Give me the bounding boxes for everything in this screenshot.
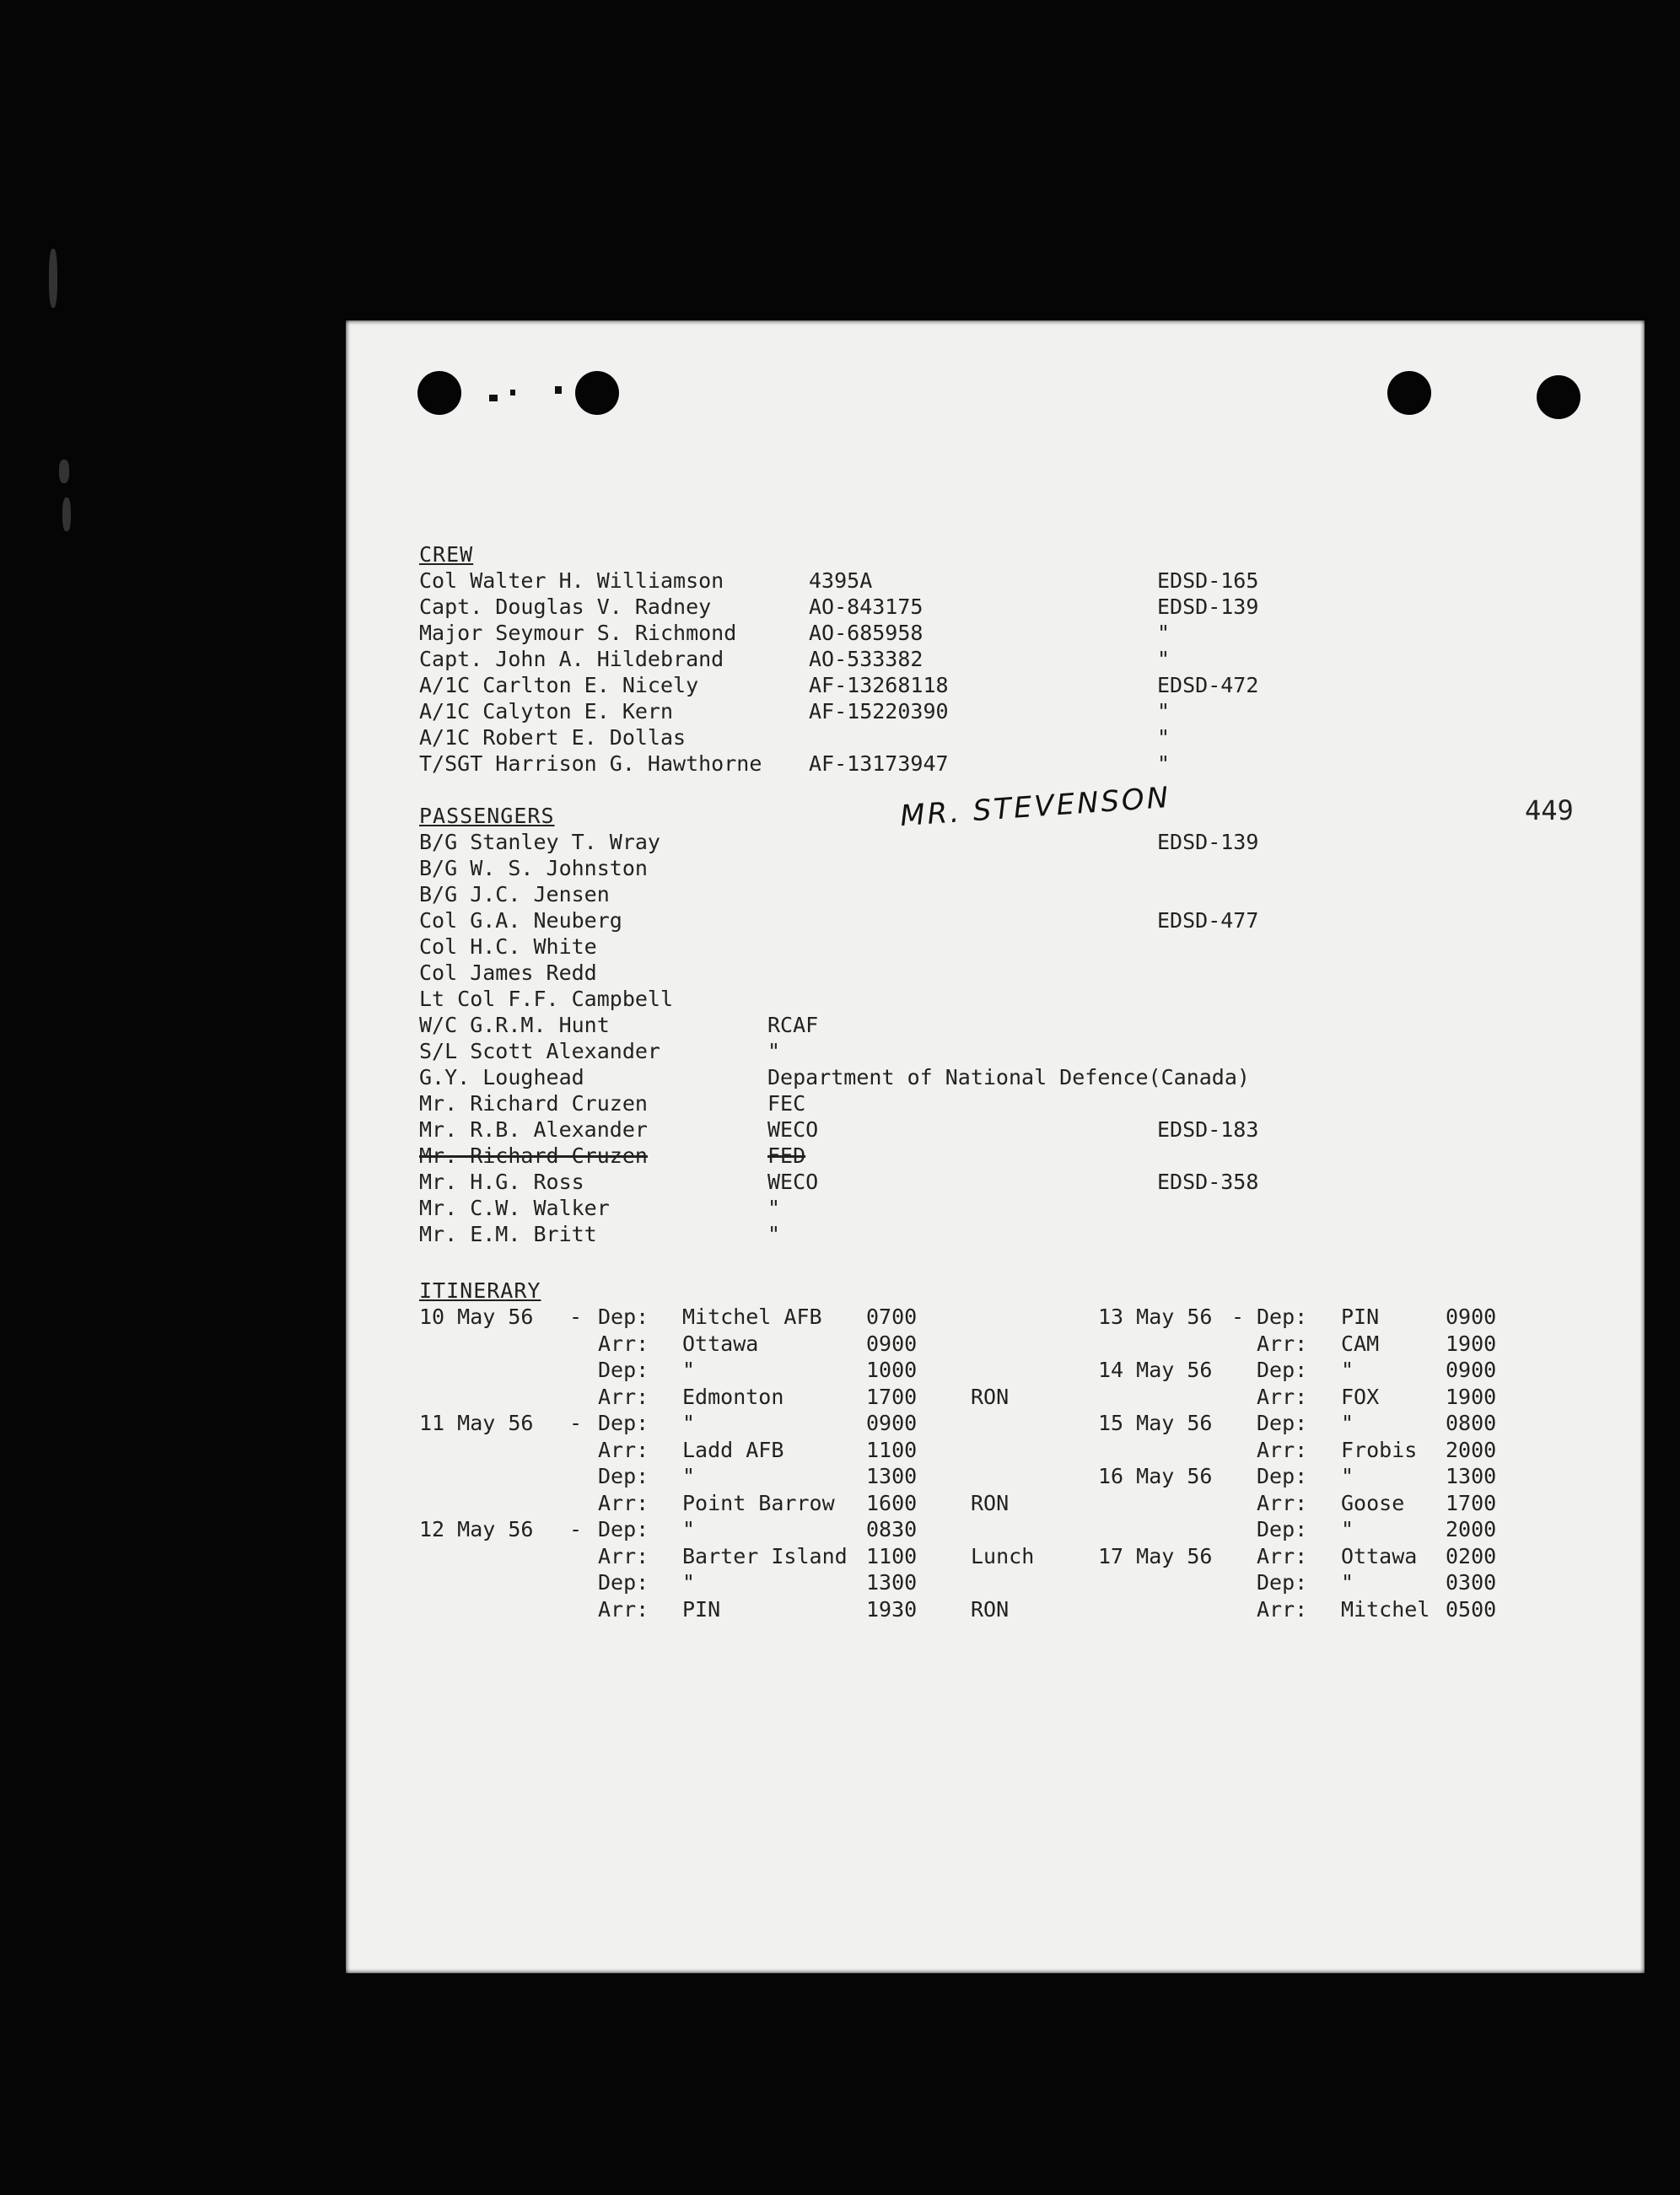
passenger-row <box>419 858 1600 884</box>
crew-name: Capt. Douglas V. Radney <box>419 594 712 619</box>
scan-artifact <box>59 460 69 483</box>
passenger-row <box>419 1014 1600 1041</box>
passenger-code: EDSD-358 <box>1157 1170 1259 1194</box>
itinerary-row <box>419 1359 1026 1385</box>
punch-hole <box>417 371 461 415</box>
itinerary-type: Dep: <box>598 1464 649 1488</box>
itinerary-place: Frobis <box>1341 1437 1418 1462</box>
itinerary-type: Arr: <box>1257 1596 1308 1622</box>
passenger-organization: " <box>767 1222 781 1246</box>
crew-serial: AO-843175 <box>809 594 923 619</box>
itinerary-heading: ITINERARY <box>419 1278 541 1303</box>
passenger-code: EDSD-183 <box>1157 1117 1259 1142</box>
crew-row <box>419 701 1600 727</box>
itinerary-place: Goose <box>1341 1490 1405 1515</box>
passenger-row <box>419 1171 1600 1197</box>
itinerary-place: Edmonton <box>682 1384 784 1409</box>
itinerary-date: 13 May 56 <box>1098 1305 1213 1329</box>
punch-hole <box>1537 375 1580 419</box>
itinerary-time: 0900 <box>1446 1358 1497 1382</box>
passenger-name: B/G J.C. Jensen <box>419 882 610 907</box>
itinerary-place: Mitchel <box>1341 1596 1430 1622</box>
crew-serial: AO-533382 <box>809 647 923 671</box>
punch-hole <box>575 371 619 415</box>
passenger-organization: FEC <box>767 1091 806 1116</box>
itinerary-time: 1300 <box>866 1570 918 1595</box>
crew-serial: AF-13268118 <box>809 673 949 697</box>
crew-row <box>419 648 1600 675</box>
itinerary-time: 1700 <box>866 1384 918 1409</box>
scan-artifact <box>49 249 57 308</box>
itinerary-row <box>419 1412 1026 1439</box>
itinerary-type: Dep: <box>598 1570 649 1595</box>
itinerary-time: 0900 <box>866 1411 918 1435</box>
scan-artifact <box>510 390 515 395</box>
itinerary-place: " <box>682 1517 696 1541</box>
document-page <box>346 320 1645 1973</box>
passenger-organization: " <box>767 1196 781 1220</box>
passenger-code: EDSD-139 <box>1157 830 1259 854</box>
itinerary-type: Arr: <box>1257 1331 1308 1356</box>
itinerary-time: 0500 <box>1446 1596 1497 1622</box>
itinerary-row <box>419 1490 1026 1519</box>
crew-serial: AF-13173947 <box>809 751 949 776</box>
itinerary-note: RON <box>971 1596 1010 1622</box>
passenger-organization: " <box>767 1039 781 1063</box>
passenger-name: Mr. R.B. Alexander <box>419 1117 648 1142</box>
itinerary-place: " <box>1341 1570 1354 1595</box>
itinerary-row <box>1098 1412 1537 1439</box>
crew-name: T/SGT Harrison G. Hawthorne <box>419 751 762 776</box>
itinerary-type: Dep: <box>1257 1411 1308 1435</box>
itinerary-type: Arr: <box>598 1490 649 1515</box>
passenger-row <box>419 1119 1600 1145</box>
itinerary-type: Arr: <box>1257 1384 1308 1409</box>
itinerary-row <box>1098 1439 1537 1466</box>
crew-heading: CREW <box>419 542 474 567</box>
passenger-row <box>419 884 1600 910</box>
scan-artifact <box>489 395 498 401</box>
passenger-name: B/G Stanley T. Wray <box>419 830 660 854</box>
crew-name: A/1C Robert E. Dollas <box>419 725 687 750</box>
passenger-name: Mr. Richard Cruzen <box>419 1143 648 1168</box>
passenger-row <box>419 1093 1600 1119</box>
itinerary-row <box>1098 1572 1537 1598</box>
passenger-row <box>419 936 1600 962</box>
itinerary-place: CAM <box>1341 1331 1380 1356</box>
passenger-organization: WECO <box>767 1170 819 1194</box>
crew-code: EDSD-165 <box>1157 568 1259 593</box>
handwritten-note: MR. STEVENSON <box>898 780 1172 834</box>
itinerary-time: 1100 <box>866 1437 918 1462</box>
crew-name: A/1C Carlton E. Nicely <box>419 673 699 697</box>
crew-code: EDSD-472 <box>1157 673 1259 697</box>
itinerary-date: 10 May 56 <box>419 1305 534 1329</box>
itinerary-type: Dep: <box>1257 1464 1308 1488</box>
itinerary-row <box>419 1596 1026 1625</box>
passenger-row <box>419 988 1600 1014</box>
passenger-organization: Department of National Defence(Canada) <box>767 1065 1250 1089</box>
itinerary-place: " <box>682 1358 696 1382</box>
itinerary-row <box>1098 1490 1537 1519</box>
itinerary-dash: - <box>1231 1305 1245 1329</box>
itinerary-row <box>1098 1333 1537 1359</box>
itinerary-type: Dep: <box>1257 1570 1308 1595</box>
itinerary-place: " <box>1341 1464 1354 1488</box>
itinerary-date: 11 May 56 <box>419 1411 534 1435</box>
passenger-name: W/C G.R.M. Hunt <box>419 1013 610 1037</box>
crew-row <box>419 727 1600 753</box>
crew-serial: 4395A <box>809 568 873 593</box>
itinerary-place: " <box>682 1411 696 1435</box>
crew-name: Col Walter H. Williamson <box>419 568 724 593</box>
itinerary-time: 0830 <box>866 1517 918 1541</box>
passenger-name: B/G W. S. Johnston <box>419 856 648 880</box>
itinerary-time: 1100 <box>866 1543 918 1568</box>
itinerary-type: Arr: <box>598 1596 649 1622</box>
itinerary-place: " <box>1341 1517 1354 1541</box>
itinerary-row <box>1098 1596 1537 1625</box>
passenger-name: Mr. H.G. Ross <box>419 1170 584 1194</box>
passenger-name: Lt Col F.F. Campbell <box>419 987 674 1011</box>
itinerary-row <box>419 1519 1026 1545</box>
passenger-name: Col G.A. Neuberg <box>419 908 622 933</box>
itinerary-type: Arr: <box>598 1437 649 1462</box>
itinerary-type: Arr: <box>1257 1490 1308 1515</box>
itinerary-type: Arr: <box>598 1543 649 1568</box>
itinerary-place: PIN <box>682 1596 721 1622</box>
itinerary-dash: - <box>569 1411 583 1435</box>
itinerary-place: FOX <box>1341 1384 1380 1409</box>
passenger-row <box>419 1224 1600 1250</box>
itinerary-type: Dep: <box>598 1411 649 1435</box>
crew-code: " <box>1157 725 1171 750</box>
itinerary-date: 17 May 56 <box>1098 1543 1213 1568</box>
itinerary-dash: - <box>569 1517 583 1541</box>
crew-code: " <box>1157 751 1171 776</box>
crew-code: " <box>1157 699 1171 724</box>
itinerary-place: Ladd AFB <box>682 1437 784 1462</box>
itinerary-row <box>1098 1359 1537 1385</box>
itinerary-type: Arr: <box>1257 1437 1308 1462</box>
itinerary-date: 16 May 56 <box>1098 1464 1213 1488</box>
itinerary-row <box>1098 1519 1537 1545</box>
itinerary-type: Arr: <box>598 1384 649 1409</box>
itinerary-note: Lunch <box>971 1543 1035 1568</box>
passenger-name: Mr. C.W. Walker <box>419 1196 610 1220</box>
itinerary-type: Dep: <box>1257 1517 1308 1541</box>
passenger-row <box>419 1197 1600 1224</box>
itinerary-time: 0800 <box>1446 1411 1497 1435</box>
itinerary-time: 1000 <box>866 1358 918 1382</box>
itinerary-time: 2000 <box>1446 1437 1497 1462</box>
itinerary-time: 1600 <box>866 1490 918 1515</box>
itinerary-place: " <box>1341 1358 1354 1382</box>
passenger-name: Mr. E.M. Britt <box>419 1222 597 1246</box>
itinerary-place: Ottawa <box>1341 1543 1418 1568</box>
page-number: 449 <box>1525 794 1574 826</box>
passenger-row <box>419 910 1600 936</box>
itinerary-date: 14 May 56 <box>1098 1358 1213 1382</box>
passenger-code: EDSD-477 <box>1157 908 1259 933</box>
itinerary-row <box>419 1543 1035 1572</box>
itinerary-time: 1900 <box>1446 1331 1497 1356</box>
itinerary-row <box>1098 1306 1537 1332</box>
itinerary-type: Dep: <box>598 1517 649 1541</box>
itinerary-type: Dep: <box>1257 1358 1308 1382</box>
itinerary-row <box>419 1333 1026 1359</box>
itinerary-type: Dep: <box>598 1305 649 1329</box>
passenger-organization: RCAF <box>767 1013 819 1037</box>
itinerary-place: " <box>682 1464 696 1488</box>
itinerary-date: 12 May 56 <box>419 1517 534 1541</box>
itinerary-row <box>419 1572 1026 1598</box>
passenger-organization: WECO <box>767 1117 819 1142</box>
itinerary-row <box>1098 1386 1537 1412</box>
scan-artifact <box>555 386 562 394</box>
itinerary-row <box>1098 1543 1537 1572</box>
itinerary-place: Ottawa <box>682 1331 759 1356</box>
itinerary-time: 1300 <box>866 1464 918 1488</box>
itinerary-row <box>419 1306 1026 1332</box>
passenger-name: S/L Scott Alexander <box>419 1039 660 1063</box>
itinerary-time: 1300 <box>1446 1464 1497 1488</box>
itinerary-time: 1700 <box>1446 1490 1497 1515</box>
itinerary-row <box>419 1386 1026 1412</box>
itinerary-time: 1930 <box>866 1596 918 1622</box>
scan-artifact <box>62 498 71 531</box>
crew-code: " <box>1157 647 1171 671</box>
itinerary-date: 15 May 56 <box>1098 1411 1213 1435</box>
itinerary-time: 1900 <box>1446 1384 1497 1409</box>
crew-name: A/1C Calyton E. Kern <box>419 699 674 724</box>
crew-row <box>419 753 1600 779</box>
passenger-name: Col James Redd <box>419 960 597 985</box>
passengers-heading: PASSENGERS <box>419 804 555 828</box>
crew-name: Major Seymour S. Richmond <box>419 621 737 645</box>
itinerary-time: 0900 <box>1446 1305 1497 1329</box>
punch-hole <box>1387 371 1431 415</box>
itinerary-type: Arr: <box>1257 1543 1308 1568</box>
itinerary-note: RON <box>971 1490 1010 1515</box>
itinerary-type: Dep: <box>1257 1305 1308 1329</box>
itinerary-place: Barter Island <box>682 1543 848 1568</box>
passenger-name: Col H.C. White <box>419 934 597 959</box>
itinerary-note: RON <box>971 1384 1010 1409</box>
itinerary-row <box>1098 1466 1537 1492</box>
itinerary-time: 2000 <box>1446 1517 1497 1541</box>
itinerary-time: 0300 <box>1446 1570 1497 1595</box>
passenger-name: G.Y. Loughead <box>419 1065 584 1089</box>
itinerary-place: Point Barrow <box>682 1490 835 1515</box>
passenger-row <box>419 1041 1600 1067</box>
itinerary-dash: - <box>569 1305 583 1329</box>
crew-row <box>419 596 1600 622</box>
crew-row <box>419 675 1600 701</box>
itinerary-type: Arr: <box>598 1331 649 1356</box>
crew-name: Capt. John A. Hildebrand <box>419 647 724 671</box>
crew-serial: AO-685958 <box>809 621 923 645</box>
passenger-row <box>419 1145 1600 1171</box>
itinerary-place: PIN <box>1341 1305 1380 1329</box>
crew-row <box>419 622 1600 648</box>
itinerary-row <box>419 1439 1026 1466</box>
itinerary-place: " <box>1341 1411 1354 1435</box>
crew-serial: AF-15220390 <box>809 699 949 724</box>
itinerary-type: Dep: <box>598 1358 649 1382</box>
passenger-organization: FED <box>767 1143 806 1168</box>
passenger-row <box>419 962 1600 988</box>
itinerary-time: 0700 <box>866 1305 918 1329</box>
crew-code: " <box>1157 621 1171 645</box>
crew-code: EDSD-139 <box>1157 594 1259 619</box>
itinerary-place: Mitchel AFB <box>682 1305 822 1329</box>
itinerary-time: 0200 <box>1446 1543 1497 1568</box>
passenger-row <box>419 1067 1600 1093</box>
passenger-name: Mr. Richard Cruzen <box>419 1091 648 1116</box>
itinerary-time: 0900 <box>866 1331 918 1356</box>
passenger-row <box>419 831 1600 858</box>
itinerary-place: " <box>682 1570 696 1595</box>
crew-row <box>419 570 1600 596</box>
itinerary-row <box>419 1466 1026 1492</box>
